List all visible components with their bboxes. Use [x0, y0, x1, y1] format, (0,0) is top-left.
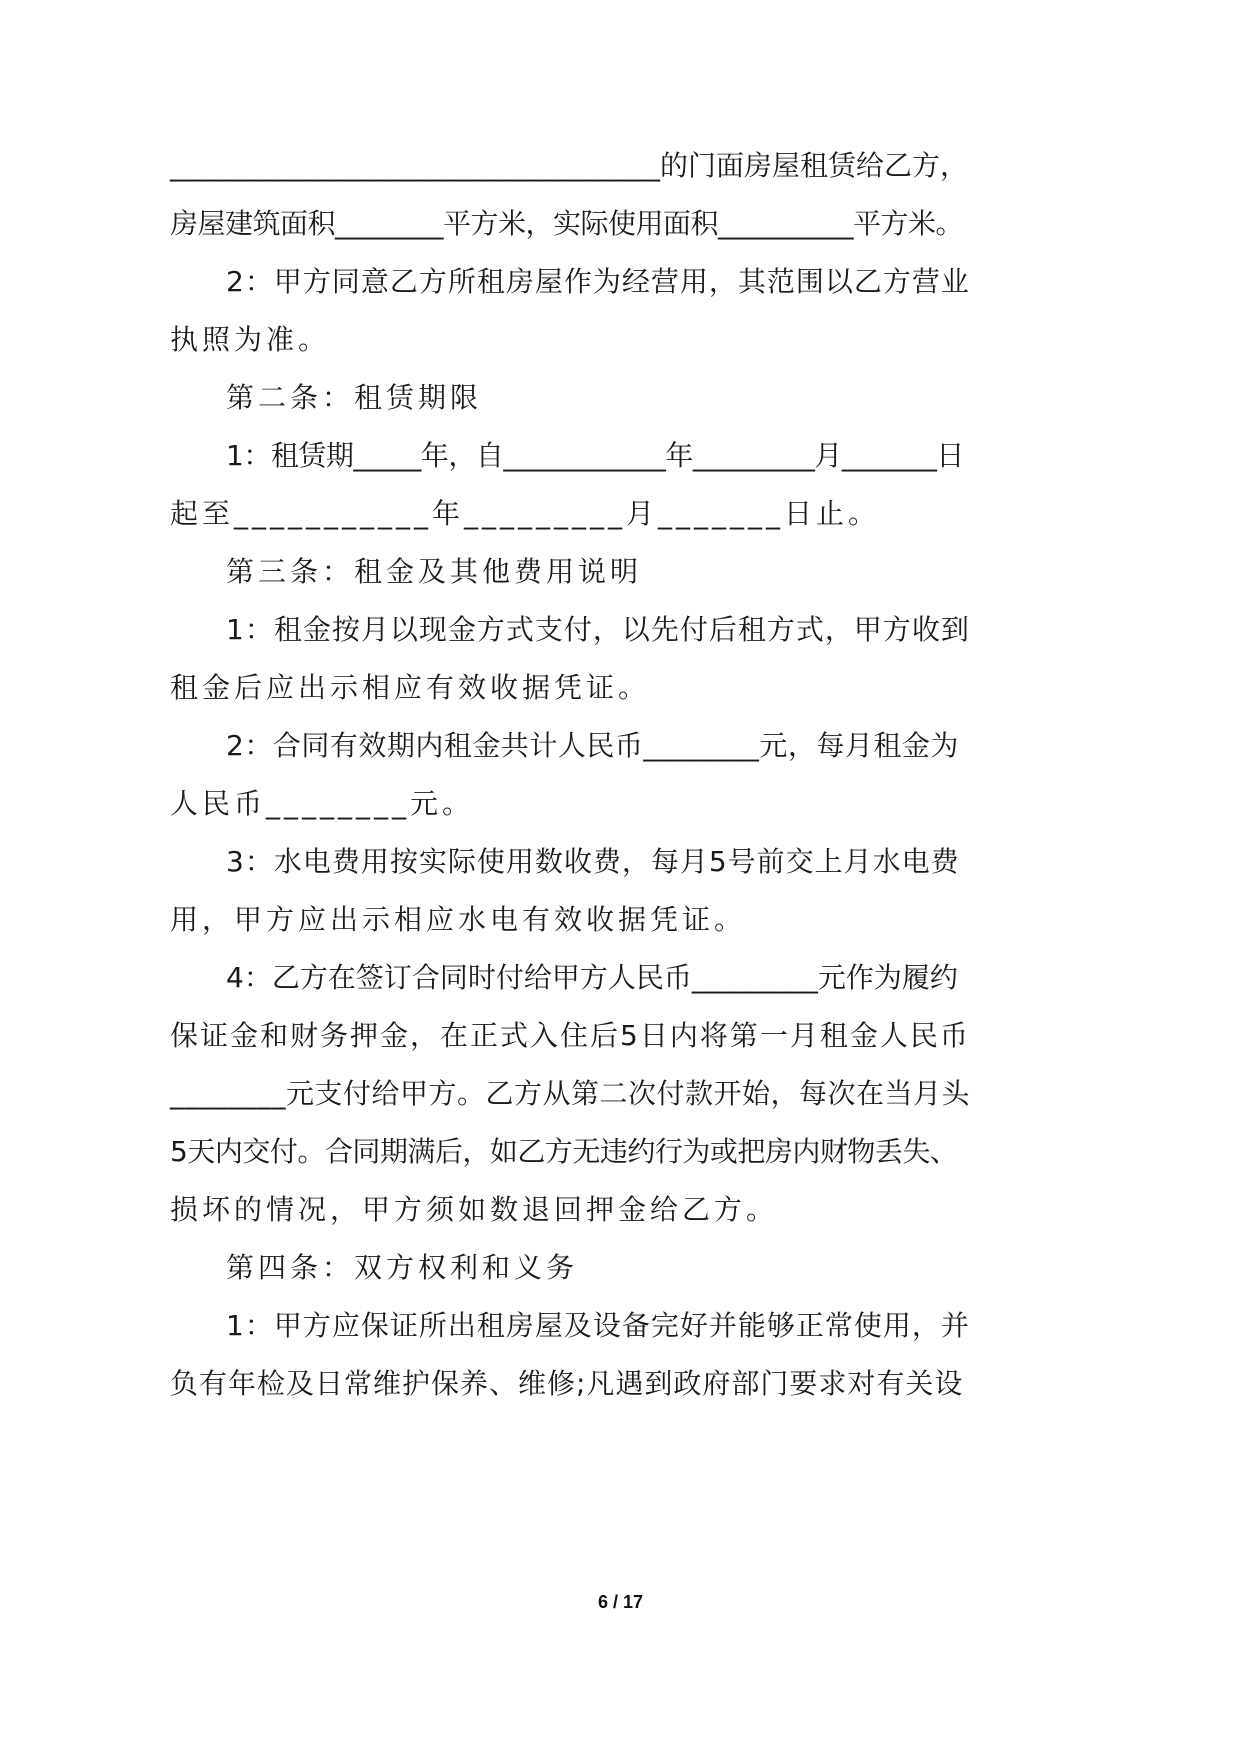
text-line-18: 5天内交付。合同期满后，如乙方无违约行为或把房内财物丢失、 [170, 1135, 958, 1168]
text-line-11: 2：合同有效期内租金共计人民币________元，每月租金为 [226, 729, 959, 762]
section-heading-2: 第二条：租赁期限 [226, 381, 483, 414]
text-line-13: 3：水电费用按实际使用数收费，每月5号前交上月水电费 [226, 845, 960, 878]
text-line-4: 执照为准。 [170, 323, 331, 356]
text-line-12: 人民币________元。 [170, 787, 475, 820]
text-line-17: ________元支付给甲方。乙方从第二次付款开始，每次在当月头 [170, 1077, 971, 1110]
text-line-14: 用，甲方应出示相应水电有效收据凭证。 [170, 903, 747, 936]
text-line-2: 房屋建筑面积________平方米，实际使用面积__________平方米。 [170, 207, 964, 240]
text-line-16: 保证金和财务押金，在正式入住后5日内将第一月租金人民币 [170, 1019, 970, 1052]
text-line-3: 2：甲方同意乙方所租房屋作为经营用，其范围以乙方营业 [226, 265, 970, 298]
section-heading-3: 第三条：租金及其他费用说明 [226, 555, 643, 588]
text-line-7: 起至___________年_________月_______日止。 [170, 497, 881, 530]
text-line-19: 损坏的情况，甲方须如数退回押金给乙方。 [170, 1193, 779, 1226]
text-line-9: 1：租金按月以现金方式支付，以先付后租方式，甲方收到 [226, 613, 970, 646]
text-line-22: 负有年检及日常维护保养、维修;凡遇到政府部门要求对有关设 [170, 1367, 964, 1400]
text-line-10: 租金后应出示相应有效收据凭证。 [170, 671, 651, 704]
text-line-6: 1：租赁期_____年，自____________年_________月_______日 [226, 439, 964, 472]
text-line-21: 1：甲方应保证所出租房屋及设备完好并能够正常使用，并 [226, 1309, 970, 1342]
text-line-15: 4：乙方在签订合同时付给甲方人民币_________元作为履约 [226, 961, 958, 994]
page-number: 6 / 17 [597, 1592, 644, 1612]
text-line-1: ___________________________________的门面房屋租赁给乙方， [170, 149, 969, 182]
section-heading-4: 第四条：双方权利和义务 [226, 1251, 579, 1284]
